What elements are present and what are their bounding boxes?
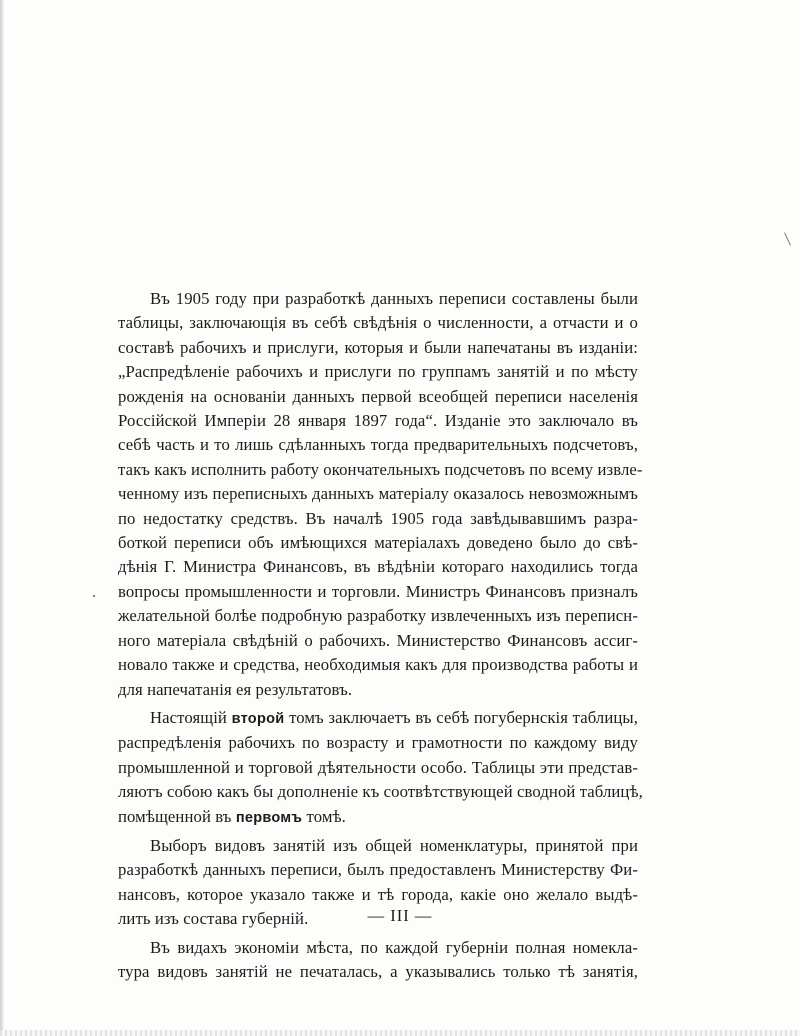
text-line: [118, 805, 638, 830]
text-line: „Распредѣленіе рабочихъ и прислуги по группамъ занятій и по мѣсту: [118, 362, 638, 382]
page-bottom-edge: [0, 1030, 800, 1036]
margin-mark: [784, 232, 791, 245]
text-line: лить изъ состава губерній.: [118, 909, 309, 929]
text-line: составѣ рабочихъ и прислуги, которыя и были напечатаны въ изданіи:: [118, 337, 638, 357]
text-line: тура видовъ занятій не печаталась, а указывались только тѣ занятія,: [118, 961, 638, 981]
text-line: для напечатанія ея результатовъ.: [118, 679, 353, 699]
emphasis-volume-first: первомъ: [235, 809, 303, 826]
text-line: вопросы промышленности и торговли. Министръ Финансовъ призналъ: [118, 581, 638, 601]
text-line: таблицы, заключающія въ себѣ свѣдѣнія о численности, а отчасти и о: [118, 313, 638, 333]
text-line: промышленной и торговой дѣятельности особо. Таблицы эти представ-: [118, 757, 638, 777]
text-segment: томѣ.: [302, 806, 346, 826]
page-number: — III —: [367, 906, 433, 925]
speck-mark: [93, 595, 95, 597]
text-line: новало также и средства, необходимыя какъ для производства работы и: [118, 655, 638, 675]
text-line: себѣ часть и то лишь сдѣланныхъ тогда предварительныхъ подсчетовъ,: [118, 435, 638, 455]
text-line: распредѣленія рабочихъ по возрасту и грамотности по каждому виду: [118, 733, 638, 753]
text-line: ченному изъ переписныхъ данныхъ матеріалу оказалось невозможнымъ: [118, 484, 638, 504]
text-line: Въ видахъ экономіи мѣста, по каждой губерніи полная номекла-: [150, 937, 638, 957]
text-line: [118, 706, 638, 731]
text-line: разработкѣ данныхъ переписи, былъ предоставленъ Министерству Фи-: [118, 860, 638, 880]
page-left-edge: [0, 0, 4, 1036]
text-line: Въ 1905 году при разработкѣ данныхъ переписи составлены были: [150, 289, 638, 308]
text-segment: помѣщенной въ: [118, 806, 236, 826]
emphasis-volume-second: второй: [231, 710, 285, 727]
paragraph-1: [118, 287, 643, 702]
text-line: боткой переписи объ имѣющихся матеріалахъ доведено было до свѣ-: [118, 533, 638, 553]
text-line: Выборъ видовъ занятій изъ общей номенклатуры, принятой при: [150, 835, 638, 855]
text-line: дѣнія Г. Министра Финансовъ, въ вѣдѣніи котораго находились тогда: [118, 557, 638, 577]
body-text: [118, 287, 643, 988]
text-segment: Настоящій: [150, 707, 232, 727]
text-line: желательной болѣе подробную разработку извлеченныхъ изъ переписн-: [118, 606, 638, 626]
text-line: рожденія на основаніи данныхъ первой всеобщей переписи населенія: [118, 386, 638, 406]
paragraph-2: [118, 706, 643, 830]
text-segment: томъ заключаетъ въ себѣ погубернскія таблицы,: [284, 707, 638, 727]
text-line: ляютъ собою какъ бы дополненіе къ соотвѣтствующей сводной таблицѣ,: [118, 782, 643, 802]
text-line: Россійской Имперіи 28 января 1897 года“. Изданіе это заключало въ: [118, 411, 638, 431]
text-line: ного матеріала свѣдѣній о рабочихъ. Министерство Финансовъ ассиг-: [118, 630, 638, 650]
paragraph-4: [118, 936, 638, 985]
text-line: такъ какъ исполнить работу окончательныхъ подсчетовъ по всему извле-: [118, 459, 643, 479]
text-line: по недостатку средствъ. Въ началѣ 1905 года завѣдывавшимъ разра-: [118, 508, 638, 528]
text-line: нансовъ, которое указало также и тѣ города, какіе оно желало выдѣ-: [118, 884, 638, 904]
